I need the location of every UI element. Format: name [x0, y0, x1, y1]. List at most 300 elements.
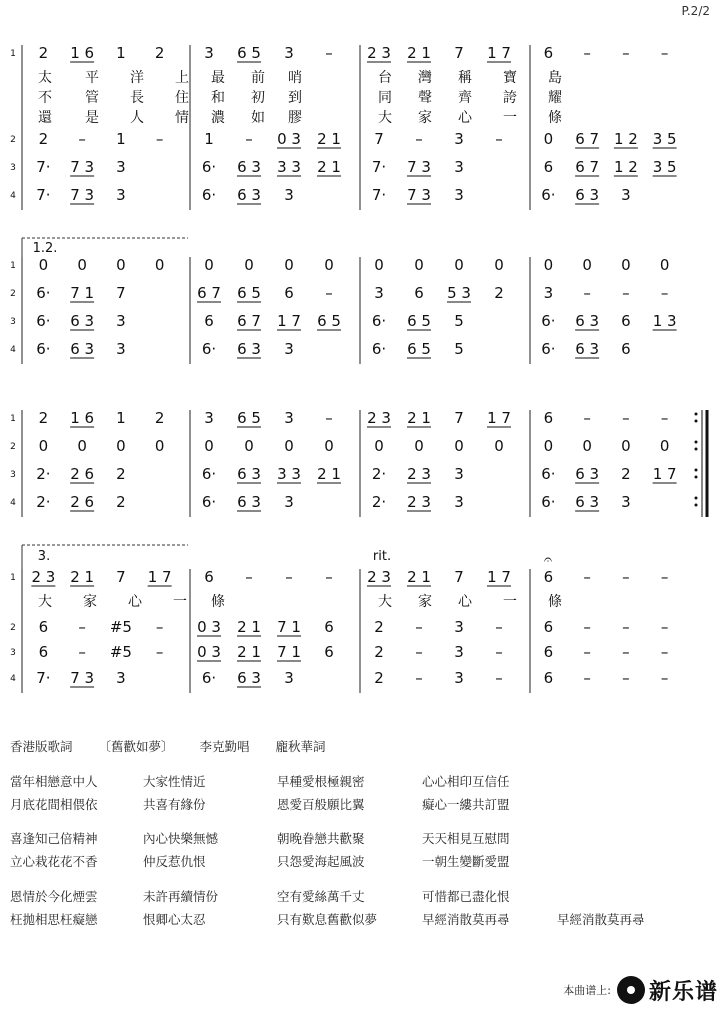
note: 6· [541, 312, 556, 330]
note: 2 1 [407, 44, 431, 62]
note: 7 3 [70, 158, 95, 176]
note: 2· [371, 465, 387, 483]
verse-phrase: 可惜都已盡化恨 [422, 889, 510, 904]
note: 2 [154, 409, 165, 427]
note: – [583, 618, 591, 636]
verse-phrase: 天天相見互慰問 [422, 831, 510, 846]
note: 7 3 [407, 158, 431, 176]
repeat-dot [695, 497, 698, 500]
note: 6· [36, 312, 51, 330]
verse-phrase: 早種愛根極親密 [277, 774, 365, 789]
verse-phrase: 枉拋相思枉癡戀 [10, 912, 98, 927]
note: 6 7 [237, 312, 261, 330]
verse-phrase: 朝晚眷戀共歡聚 [277, 831, 365, 846]
note: 0 [454, 256, 464, 274]
note: 2 [374, 618, 384, 636]
note: 2 1 [237, 643, 261, 661]
lyric-char: 大 [378, 594, 392, 610]
note: – [415, 669, 423, 687]
note: 0 [582, 256, 592, 274]
repeat-dot [695, 476, 698, 479]
note: 2 [116, 493, 126, 511]
part-number: 3 [10, 470, 16, 480]
note: 6· [36, 284, 51, 302]
note: 3 [454, 158, 464, 176]
note: 6· [541, 340, 556, 358]
verse-phrase: 早經消散莫再尋 [557, 912, 645, 927]
note: 3 [454, 465, 464, 483]
note: #5 [109, 618, 132, 636]
note: 7· [36, 158, 51, 176]
score-system-1 [10, 44, 676, 210]
note: 2 6 [70, 465, 95, 483]
part-number: 3 [10, 163, 16, 173]
note: 1 [116, 130, 126, 148]
note: 0 [77, 437, 87, 455]
note: 6· [371, 312, 387, 330]
note: 6· [201, 158, 217, 176]
repeat-dot [695, 420, 698, 423]
lyric-char: 洋 [130, 70, 144, 86]
verse-phrase: 恩情於今化煙雲 [10, 889, 98, 904]
note: 2 1 [317, 465, 341, 483]
note: – [325, 409, 333, 427]
verse-phrase: 心心相印互信任 [422, 774, 510, 789]
note: 2 [154, 44, 165, 62]
note: – [583, 409, 591, 427]
note: 0 [659, 437, 670, 455]
note: – [583, 44, 591, 62]
note: 2 1 [317, 130, 341, 148]
note: 1 7 [147, 568, 172, 586]
note: 2 [621, 465, 631, 483]
note: 6 3 [237, 669, 261, 687]
note: – [495, 130, 503, 148]
verse-phrase: 喜逢知己倍精神 [10, 831, 98, 846]
part-number: 2 [10, 623, 16, 633]
lyric-char: 和 [211, 90, 225, 106]
note: 0 [621, 256, 631, 274]
note: 0 [324, 437, 334, 455]
note: 3 [284, 493, 294, 511]
lyric-char: 哨 [288, 70, 302, 86]
note: 1 6 [70, 409, 95, 427]
note: 2 3 [31, 568, 56, 586]
note: – [285, 568, 293, 586]
note: 3 [204, 409, 214, 427]
note: 0 [204, 256, 214, 274]
lyric-char: 聲 [418, 90, 432, 106]
part-number: 4 [10, 191, 16, 201]
note: 6 5 [237, 44, 261, 62]
note: – [660, 409, 669, 427]
lyric-char: 稱 [458, 70, 472, 86]
verse-phrase: 空有愛絲萬千丈 [277, 889, 365, 904]
note: 3 [454, 186, 464, 204]
note: 1 [204, 130, 214, 148]
note: – [495, 669, 503, 687]
note: 1 2 [613, 130, 638, 148]
note: 0 [374, 256, 384, 274]
note: 6· [201, 340, 217, 358]
note: – [660, 669, 669, 687]
note: 6 3 [237, 158, 261, 176]
note: 0 3 [197, 618, 221, 636]
note: 7 1 [277, 618, 301, 636]
note: 6· [201, 186, 217, 204]
note: 3 [454, 643, 464, 661]
note: 0 3 [197, 643, 221, 661]
note: 6 [543, 158, 554, 176]
note: – [415, 130, 423, 148]
note: 6· [541, 186, 556, 204]
note: 5 [454, 312, 464, 330]
note: – [583, 669, 591, 687]
note: 3 5 [652, 130, 677, 148]
lyric-char: 心 [458, 594, 472, 610]
lyric-char: 膠 [288, 110, 302, 126]
note: 6 7 [575, 158, 600, 176]
note: 6 [38, 643, 49, 661]
credits-lyricist: 龐秋華詞 [275, 739, 326, 754]
lyric-char: 心 [128, 594, 142, 610]
note: – [660, 618, 669, 636]
lyric-char: 不 [38, 90, 52, 106]
note: 6 3 [575, 340, 600, 358]
lyric-char: 寶 [503, 70, 517, 86]
note: 3 [454, 618, 464, 636]
lyric-char: 條 [211, 594, 225, 610]
note: 2 1 [317, 158, 341, 176]
note: 2· [371, 493, 387, 511]
credits-singer: 李克勤唱 [199, 739, 250, 754]
note: 6 [543, 44, 554, 62]
note: – [415, 618, 423, 636]
note: – [325, 568, 333, 586]
note: – [325, 44, 333, 62]
note: 0 [543, 130, 554, 148]
note: 6 7 [575, 130, 600, 148]
note: 6 [324, 643, 334, 661]
note: 7 [454, 44, 464, 62]
lyric-char: 情 [175, 110, 189, 126]
note: 3 [284, 44, 294, 62]
note: 2 1 [407, 568, 431, 586]
note: 0 [116, 437, 126, 455]
lyric-char: 人 [130, 110, 144, 126]
note: 0 [543, 256, 554, 274]
note: – [155, 130, 164, 148]
note: 3 [116, 312, 126, 330]
note: 0 [77, 256, 87, 274]
note: 0 [494, 437, 504, 455]
brand-logo [563, 973, 718, 1007]
lyric-char: 太 [38, 70, 52, 86]
note: 6 3 [70, 312, 95, 330]
note: 3 [454, 130, 464, 148]
note: 0 [244, 437, 254, 455]
note: 6· [541, 493, 556, 511]
note: 6 3 [70, 340, 95, 358]
note: 6 [543, 568, 554, 586]
note: 0 [494, 256, 504, 274]
note: – [660, 44, 669, 62]
note: 6 [621, 340, 631, 358]
note: 2 3 [367, 568, 391, 586]
lyric-char: 一 [503, 110, 517, 126]
note: 3 [374, 284, 384, 302]
note: 1 7 [487, 568, 511, 586]
note: – [660, 284, 669, 302]
note: 2 6 [70, 493, 95, 511]
note: 0 [414, 256, 424, 274]
verse-phrase: 未許再續情份 [143, 889, 219, 904]
note: 3 [454, 493, 464, 511]
note: 6· [201, 669, 217, 687]
note: 0 [582, 437, 592, 455]
lyric-char: 齊 [458, 90, 472, 106]
note: 2 [38, 409, 49, 427]
repeat-dot [695, 441, 698, 444]
note: 1 6 [70, 44, 95, 62]
note: 6 [38, 618, 49, 636]
note: 6 3 [237, 493, 261, 511]
part-number: 1 [10, 261, 16, 271]
note: 0 [374, 437, 384, 455]
repeat-dot [695, 469, 698, 472]
note: – [245, 568, 253, 586]
verse-phrase: 只有歎息舊歡似夢 [277, 912, 378, 927]
lyric-char: 島 [548, 70, 562, 86]
verse-phrase: 立心栽花花不香 [10, 854, 98, 869]
part-number: 1 [10, 49, 16, 59]
note: – [583, 568, 591, 586]
note: 6 3 [575, 312, 600, 330]
note: 7· [371, 158, 387, 176]
note: 7 [116, 568, 126, 586]
lyric-char: 條 [548, 594, 562, 610]
credits-version: 香港版歌詞 [10, 739, 73, 754]
note: 6 [284, 284, 294, 302]
note: – [622, 669, 630, 687]
part-number: 2 [10, 289, 16, 299]
part-number: 2 [10, 442, 16, 452]
lyric-char: 最 [211, 70, 225, 86]
verse-phrase: 早經消散莫再尋 [422, 912, 510, 927]
note: 6· [371, 340, 387, 358]
note: 0 [284, 256, 294, 274]
note: 2 1 [70, 568, 95, 586]
note: – [622, 618, 630, 636]
lyric-char: 條 [548, 110, 562, 126]
note: 7 1 [70, 284, 95, 302]
note: 0 [543, 437, 554, 455]
lyric-char: 管 [85, 90, 99, 106]
note: 6 [204, 312, 214, 330]
note: 6 5 [407, 340, 431, 358]
note: 3 3 [277, 465, 301, 483]
note: 1 7 [277, 312, 301, 330]
note: 5 [454, 340, 464, 358]
part-number: 4 [10, 345, 16, 355]
note: 0 [659, 256, 670, 274]
lyric-char: 耀 [548, 90, 562, 106]
lyric-char: 住 [175, 90, 189, 106]
note: 2 [116, 465, 126, 483]
verse-phrase: 仲反惹仇恨 [143, 854, 206, 869]
note: 0 [324, 256, 334, 274]
note: – [155, 618, 164, 636]
note: 3 [116, 186, 126, 204]
brand-name: 新乐谱 [648, 979, 718, 1005]
note: 2 [374, 669, 384, 687]
verse-phrase: 一朝生變斷愛盟 [422, 854, 510, 869]
note: 7 1 [277, 643, 301, 661]
note: 0 [154, 437, 165, 455]
note: – [622, 284, 630, 302]
note: 6 3 [237, 465, 261, 483]
note: – [583, 643, 591, 661]
note: 2 3 [407, 465, 431, 483]
note: 3 [204, 44, 214, 62]
note: – [622, 568, 630, 586]
note: 6 3 [237, 186, 261, 204]
note: – [583, 284, 591, 302]
note: 7 3 [70, 186, 95, 204]
lyrics-credits [10, 737, 348, 755]
note: 6· [201, 493, 217, 511]
score-system-4 [10, 568, 668, 693]
lyric-char: 前 [251, 70, 265, 86]
note: 6 5 [237, 284, 261, 302]
note: 0 [38, 256, 49, 274]
lyric-char: 上 [175, 70, 189, 86]
note: 6 3 [237, 340, 261, 358]
lyric-char: 如 [251, 110, 265, 126]
note: 6 [414, 284, 424, 302]
note: 6 [324, 618, 334, 636]
note: 6 3 [575, 465, 600, 483]
note: 6· [201, 465, 217, 483]
part-number: 4 [10, 498, 16, 508]
note: 6 [543, 669, 554, 687]
brand-prefix: 本曲谱上: [563, 984, 611, 997]
note: – [495, 643, 503, 661]
note: #5 [109, 643, 132, 661]
note: 3 [543, 284, 554, 302]
lyric-char: 還 [38, 110, 52, 126]
note: 1 7 [487, 409, 511, 427]
note: 3 [284, 340, 294, 358]
lyric-char: 一 [173, 594, 187, 610]
note: – [622, 643, 630, 661]
lyric-char: 平 [85, 70, 99, 86]
note: 1 3 [652, 312, 677, 330]
note: 1 7 [487, 44, 511, 62]
note: – [660, 643, 669, 661]
note: 5 3 [447, 284, 471, 302]
note: – [622, 44, 630, 62]
note: 0 [204, 437, 214, 455]
note: 6 [621, 312, 631, 330]
repeat-dot [695, 413, 698, 416]
credits-song-title: 〔舊歡如夢〕 [98, 739, 174, 754]
note: 1 2 [613, 158, 638, 176]
note: 7· [36, 186, 51, 204]
note: 1 7 [652, 465, 677, 483]
note: – [325, 284, 333, 302]
note: 6 [543, 618, 554, 636]
note: 6 [543, 643, 554, 661]
lyric-char: 長 [130, 90, 144, 106]
repeat-dot [695, 504, 698, 507]
note: 0 3 [277, 130, 301, 148]
note: 7 [116, 284, 126, 302]
note: 6· [36, 340, 51, 358]
note: – [78, 618, 86, 636]
note: 6 7 [197, 284, 221, 302]
part-number: 2 [10, 135, 16, 145]
note: 3 [621, 186, 631, 204]
note: 6 3 [575, 186, 600, 204]
note: 0 [454, 437, 464, 455]
lyric-char: 大 [378, 110, 392, 126]
note: 6 5 [407, 312, 431, 330]
note: 3 [116, 340, 126, 358]
note: 6 5 [237, 409, 261, 427]
note: 2 [494, 284, 504, 302]
note: 1 [116, 409, 126, 427]
note: 0 [284, 437, 294, 455]
lyric-char: 誇 [503, 90, 517, 106]
note: 2 3 [407, 493, 431, 511]
lyric-char: 大 [38, 594, 52, 610]
verse-phrase: 共喜有緣份 [143, 797, 206, 812]
note: 7 [454, 409, 464, 427]
note: 7 3 [407, 186, 431, 204]
disc-icon [617, 976, 645, 1004]
note: 0 [154, 256, 165, 274]
verse-phrase: 大家性情近 [143, 774, 206, 789]
part-number: 3 [10, 648, 16, 658]
verse-phrase: 恨卿心太忍 [143, 912, 206, 927]
note: 2 [374, 643, 384, 661]
note: 1 [116, 44, 126, 62]
note: 7 [454, 568, 464, 586]
note: – [660, 568, 669, 586]
note: 2 3 [367, 44, 391, 62]
verse-phrase: 當年相戀意中人 [10, 774, 98, 789]
note: 3 [116, 158, 126, 176]
note: – [155, 643, 164, 661]
note: – [245, 130, 253, 148]
note: 2 3 [367, 409, 391, 427]
verse-phrase: 癡心一縷共訂盟 [422, 797, 510, 812]
note: 7 3 [70, 669, 95, 687]
part-number: 1 [10, 573, 16, 583]
rit-marking: rit. [372, 549, 392, 564]
note: 0 [244, 256, 254, 274]
note: – [78, 130, 86, 148]
note: 2· [36, 493, 51, 511]
note: – [622, 409, 630, 427]
note: 7· [36, 669, 51, 687]
note: 6· [541, 465, 556, 483]
lyric-char: 同 [378, 90, 392, 106]
lyric-char: 家 [418, 594, 432, 610]
note: 0 [621, 437, 631, 455]
note: 6 3 [575, 493, 600, 511]
